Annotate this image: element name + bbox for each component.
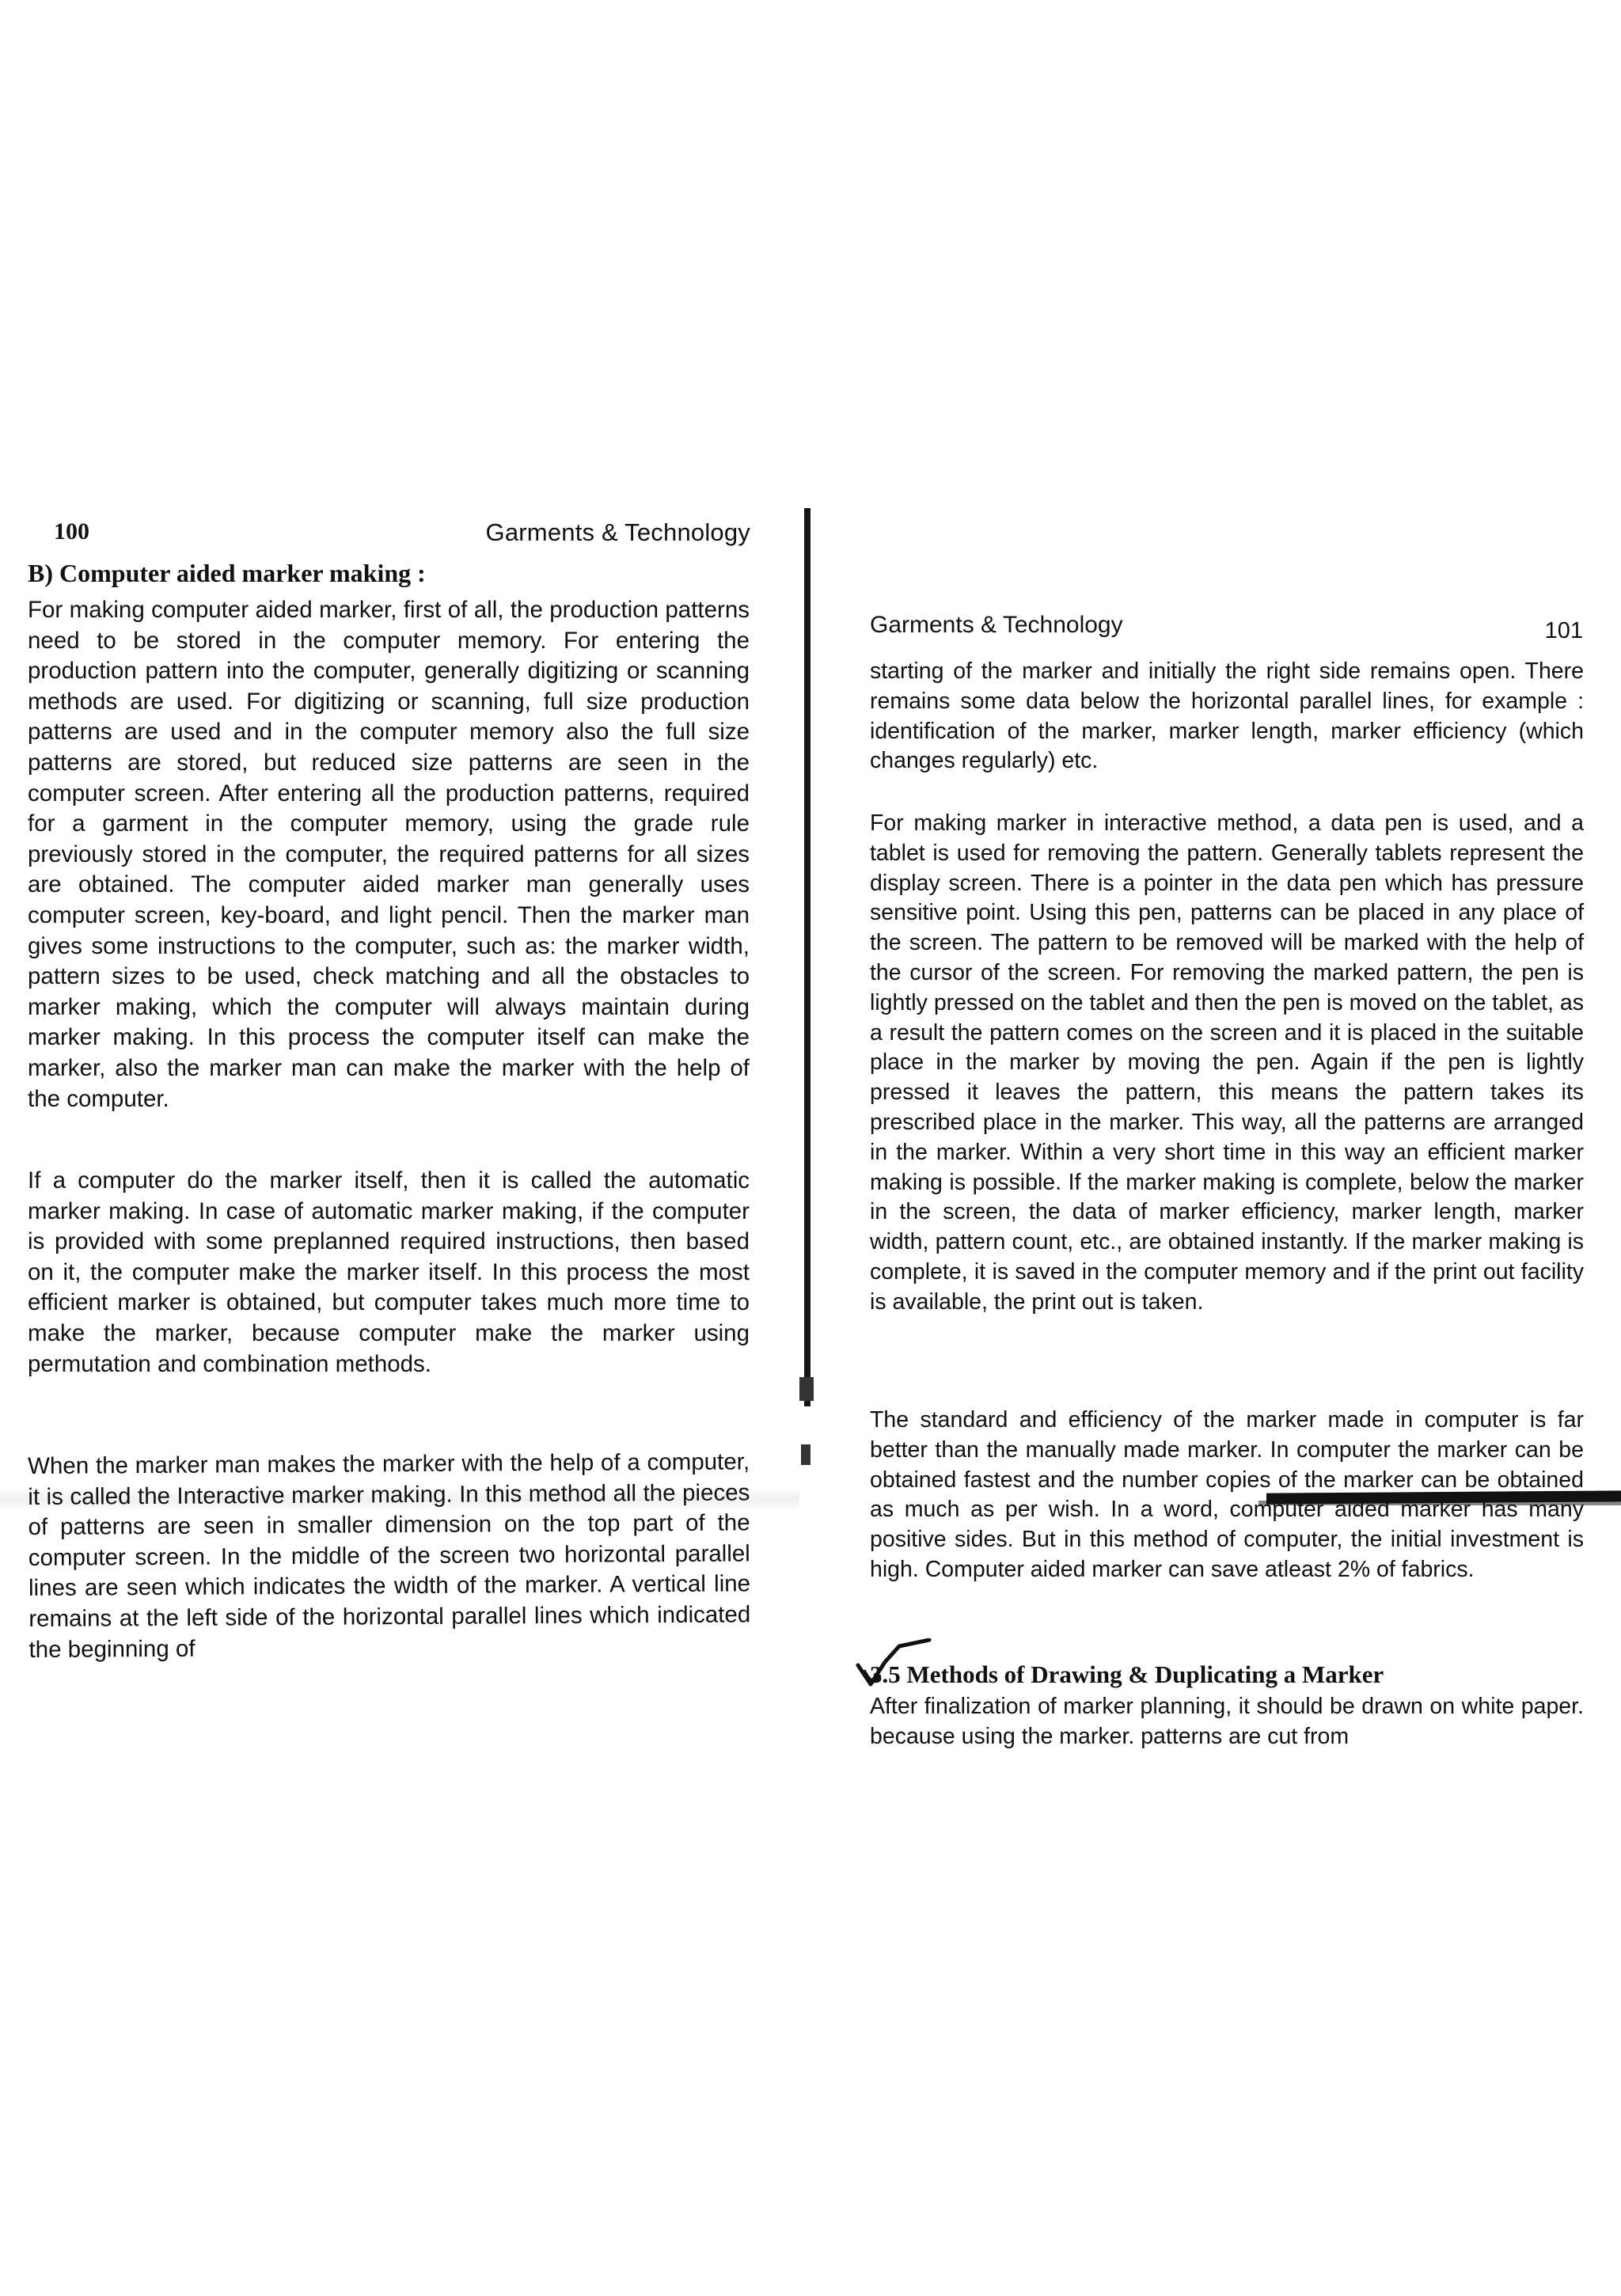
paragraph: For making computer aided marker, first of all, the production patterns need to be stored in the computer memory. For entering the production pattern into the computer, generally digitizing or scanning methods are used. For digitizing or scanning, full size production patterns are used and in the computer memory also the full size patterns are stored, but reduced size patterns are seen in the computer screen. After entering all the production patterns, required for a garment in the computer memory, using the grade rule previously stored in the computer, the required patterns for all sizes are obtained. The computer aided marker man generally uses computer screen, key-board, and light pencil. Then the marker man gives some instructions to the computer, such as: the marker width, pattern sizes to be used, check matching and all the obstacles to marker making, which the computer will always maintain during marker making. In this process the computer itself can make the marker, also the marker man can make the marker with the help of the computer. (28, 597, 750, 1112)
paragraph: For making marker in interactive method, a data pen is used, and a tablet is used for removing the pattern. Generally tablets represent the display screen. There is a pointer in the data pen which has pressure sensitive point. Using this pen, patterns can be placed in any place of the screen. The pattern to be removed will be marked with the help of the cursor of the screen. For removing the marked pattern, the pen is lightly pressed on the tablet and then the pen is moved on the tablet, as a result the pattern comes on the screen and it is placed in the suitable place in the marker by moving the pen. Again if the pen is lightly pressed it leaves the pattern, this means the pattern takes its prescribed place in the marker. This way, all the patterns are arranged in the marker. Within a very short time in this way an efficient marker making is possible. If the marker making is complete, below the marker in the screen, the data of marker efficiency, marker length, marker width, pattern count, etc., are obtained instantly. If the marker making is complete, it is saved in the computer memory and if the print out facility is available, the print out is taken. (870, 810, 1584, 1315)
section-heading: B) Computer aided marker making : (28, 559, 426, 587)
right-page-header (870, 612, 1583, 643)
paragraph: After finalization of marker planning, it should be drawn on white paper. because using the marker. patterns are cut from (870, 1694, 1584, 1749)
paragraph: When the marker man makes the marker with the help of a computer, it is called the Interactive marker making. In this method all the pieces of patterns are seen in smaller dimension on the top part of the computer screen. In the middle of the screen two horizontal parallel lines are seen which indicates the width of the marker. A vertical line remains at the left side of the horizontal parallel lines which indicated the beginning of (28, 1448, 751, 1663)
running-head: Garments & Technology (870, 612, 1123, 638)
paragraph: The standard and efficiency of the marker made in computer is far better than the manually made marker. In computer the marker can be obtained fastest and the number copies of the marker can be obtained as much as per wish. In a word, computer aided marker has many positive sides. But in this method of computer, the initial investment is high. Computer aided marker can save atleast 2% of fabrics. (870, 1407, 1584, 1582)
running-head: Garments & Technology (485, 518, 750, 546)
right-page (807, 0, 1621, 2296)
page-number: 100 (54, 518, 89, 545)
left-page (0, 0, 807, 2296)
handwritten-tick-mark (853, 1638, 948, 1702)
page-number: 101 (1544, 618, 1583, 643)
paragraph: If a computer do the marker itself, then it is called the automatic marker making. In case of automatic marker making, if the computer is provided with some preplanned required instructions, then based on it, the computer make the marker itself. In this process the most efficient marker is obtained, but computer takes much more time to make the marker, because computer make the marker using permutation and combination methods. (28, 1167, 750, 1377)
paragraph: starting of the marker and initially the right side remains open. There remains some data below the horizontal parallel lines, for example : identification of the marker, marker length, marker efficiency (which changes regularly) etc. (870, 658, 1584, 774)
section-heading: 3.5 Methods of Drawing & Duplicating a Marker (870, 1660, 1384, 1688)
left-page-header (54, 518, 750, 550)
